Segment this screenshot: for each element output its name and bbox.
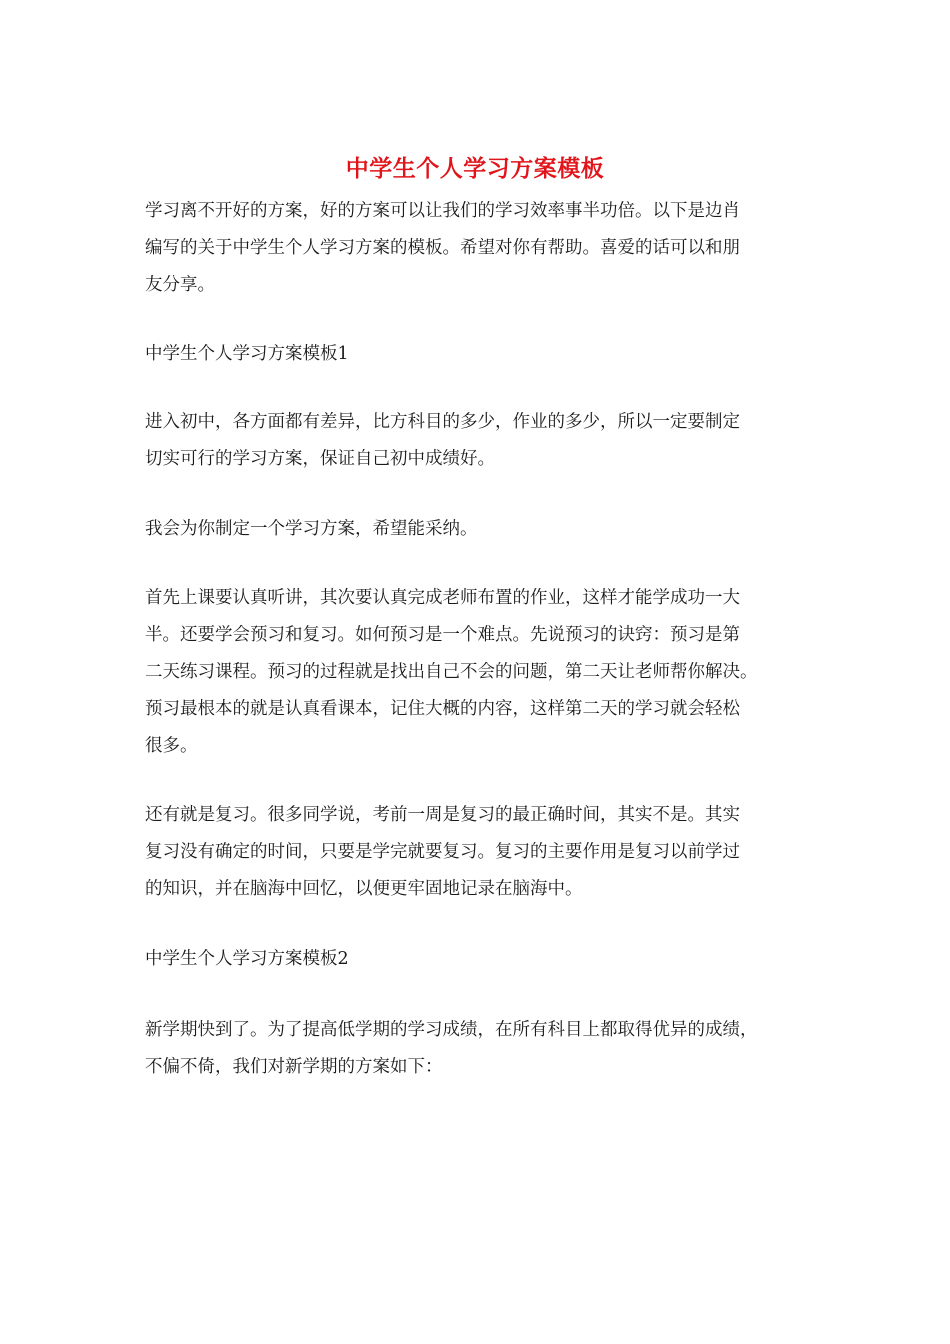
text-line: 不偏不倚，我们对新学期的方案如下： [145,1057,443,1077]
paragraph-new-semester [145,1012,815,1086]
section-heading-2 [145,941,815,978]
text-line: 友分享。 [145,275,215,295]
paragraph-preview [145,580,815,765]
text-line: 二天练习课程。预习的过程就是找出自己不会的问题，第二天让老师帮你解决。 [145,662,758,682]
text-line: 还有就是复习。很多同学说，考前一周是复习的最正确时间，其实不是。其实 [145,805,740,825]
text-line: 切实可行的学习方案，保证自己初中成绩好。 [145,449,495,469]
intro-paragraph [145,193,815,304]
text-line: 的知识，并在脑海中回忆，以便更牢固地记录在脑海中。 [145,879,583,899]
text-line: 首先上课要认真听讲，其次要认真完成老师布置的作业，这样才能学成功一大 [145,588,740,608]
section-heading-1 [145,336,815,373]
text-line: 复习没有确定的时间，只要是学完就要复习。复习的主要作用是复习以前学过 [145,842,740,862]
text-line: 学习离不开好的方案，好的方案可以让我们的学习效率事半功倍。以下是边肖 [145,201,740,221]
text-line: 新学期快到了。为了提高低学期的学习成绩，在所有科目上都取得优异的成绩， [145,1020,758,1040]
text-line: 进入初中，各方面都有差异，比方科目的多少，作业的多少，所以一定要制定 [145,412,740,432]
paragraph-entering-middle-school [145,404,815,478]
text-line: 半。还要学会预习和复习。如何预习是一个难点。先说预习的诀窍：预习是第 [145,625,740,645]
heading-text: 中学生个人学习方案模板2 [145,949,349,969]
text-line: 很多。 [145,736,198,756]
document-title: 中学生个人学习方案模板 [345,155,605,182]
paragraph-make-plan [145,511,815,548]
text-line: 预习最根本的就是认真看课本，记住大概的内容，这样第二天的学习就会轻松 [145,699,740,719]
text-line: 编写的关于中学生个人学习方案的模板。希望对你有帮助。喜爱的话可以和朋 [145,238,740,258]
text-line: 我会为你制定一个学习方案，希望能采纳。 [145,519,478,539]
paragraph-review [145,797,815,908]
heading-text: 中学生个人学习方案模板1 [145,344,349,364]
